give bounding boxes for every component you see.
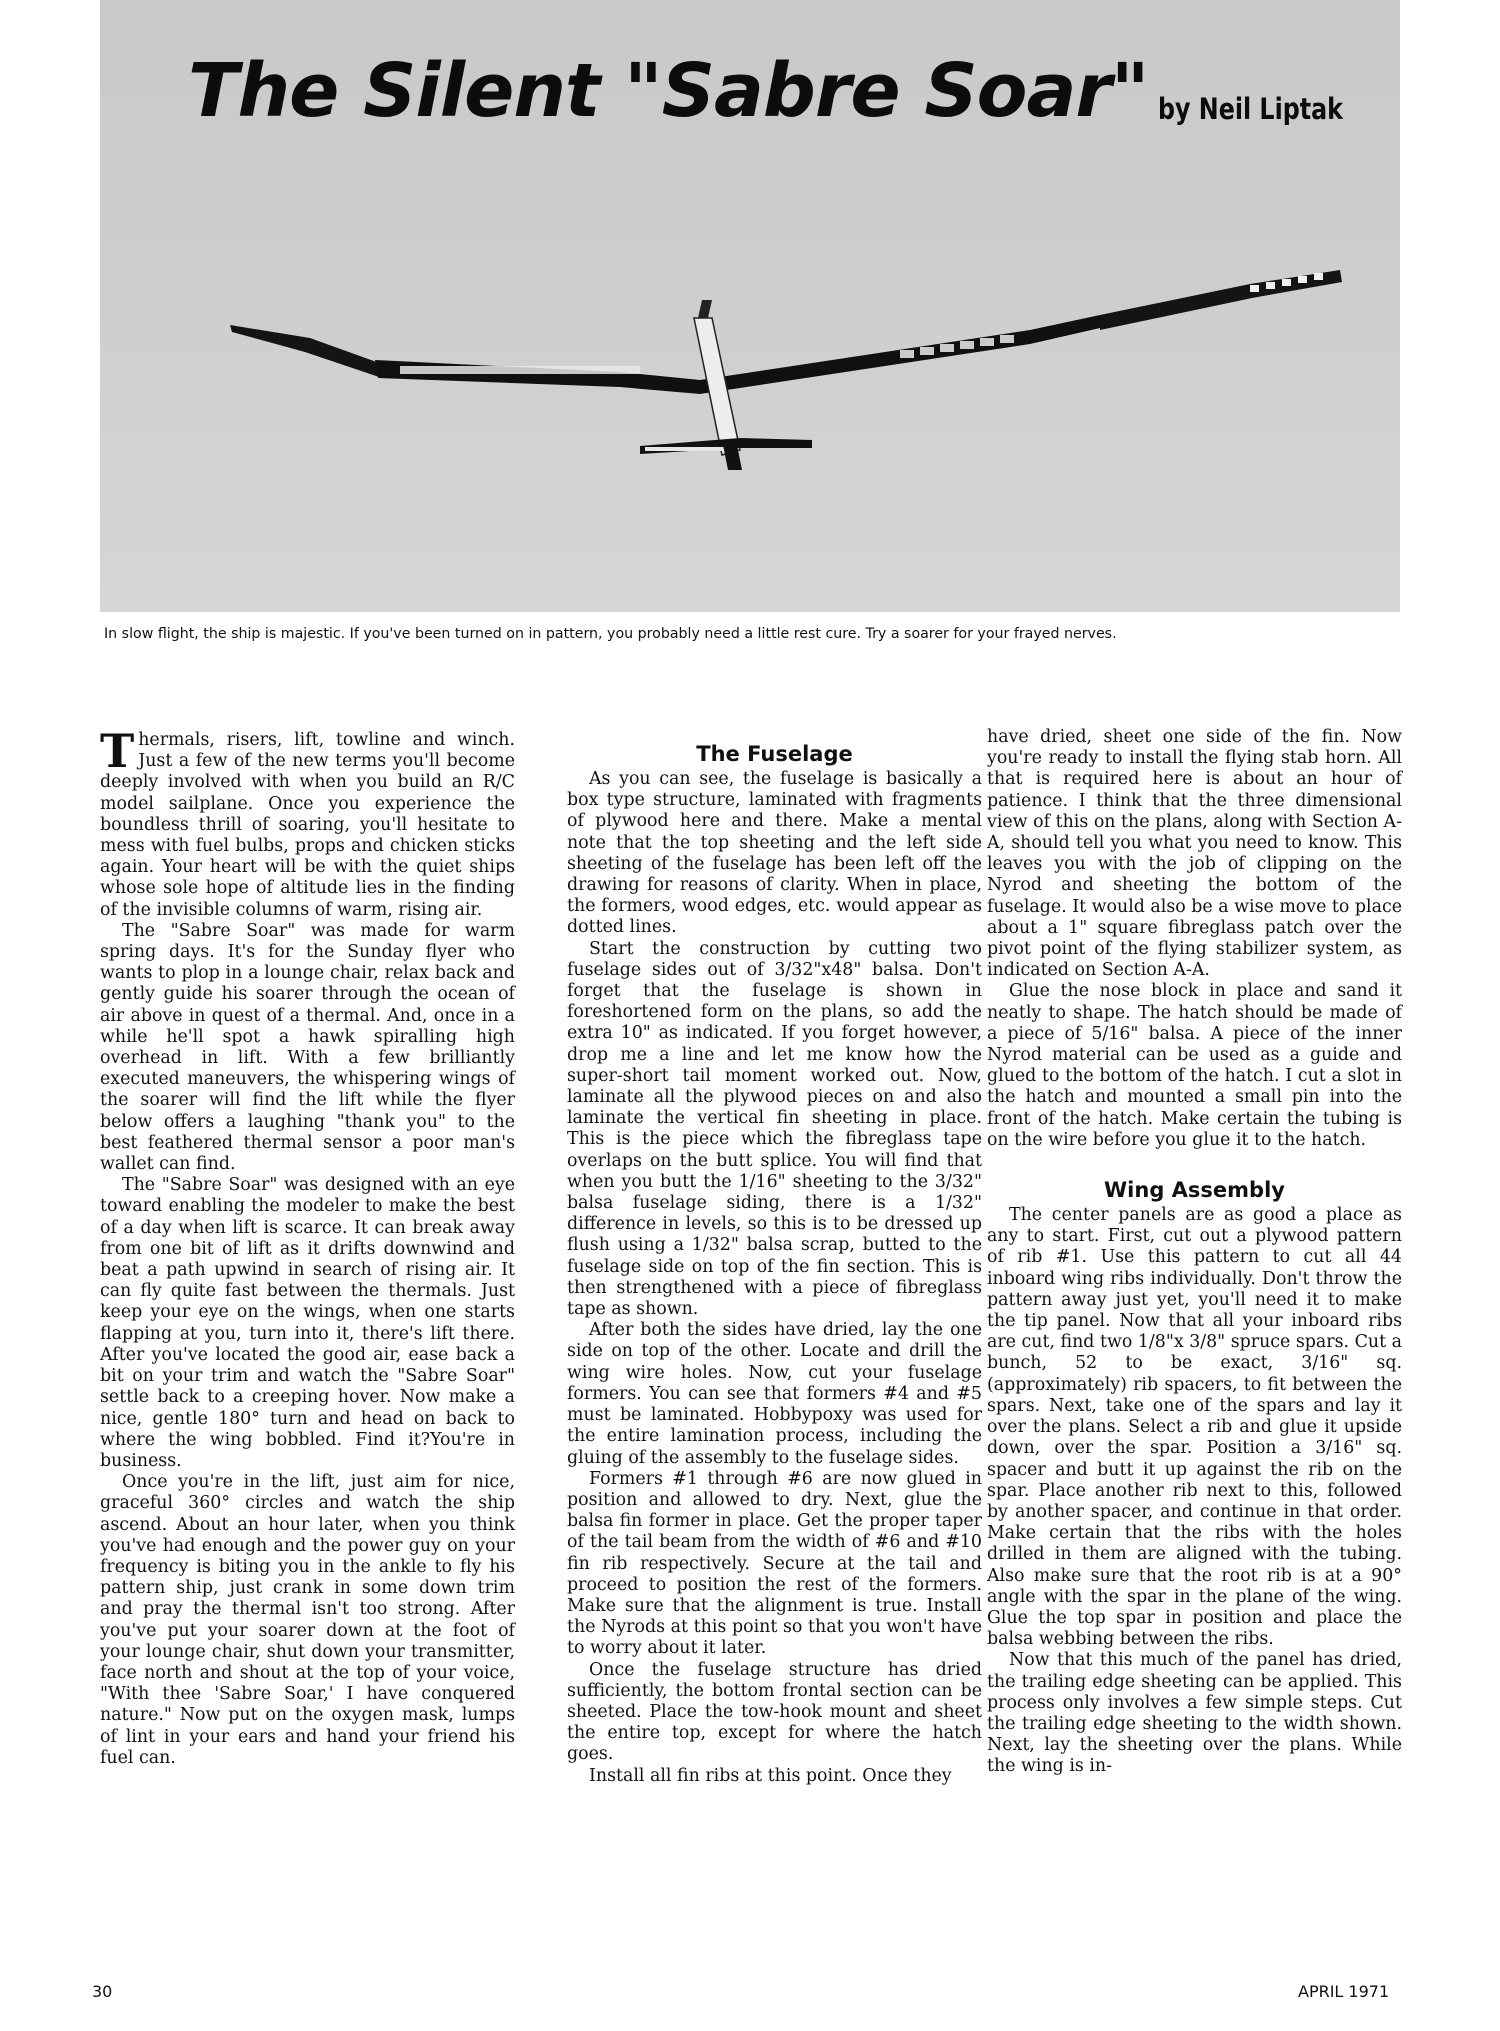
body-paragraph: Once the fuselage structure has dried sufficiently, the bottom frontal section can be sheeted. Place the tow-hook mount and sheet the entire top, except for where the hatch goes. (567, 1659, 982, 1765)
page-number: 30 (92, 1982, 113, 2001)
body-paragraph: Formers #1 through #6 are now glued in position and allowed to dry. Next, glue the balsa fin former in place. Get the proper taper of the tail beam from the width of #6 and #10 fin rib respectively. Secure at the tail and proceed to position the rest of the formers. Make sure that the alignment is true. Install the Nyrods at this point so that you won't have to worry about it later. (567, 1468, 982, 1659)
body-paragraph: have dried, sheet one side of the fin. Now you're ready to install the flying stab horn. All that is required here is about an hour of patience. I think that the three dimensional view of this on the plans, along with Section A-A, should tell you what you need to know. This leaves you with the job of clipping on the Nyrod and sheeting the bottom of the fuselage. It would also be a wise move to place about a 1" square fibreglass patch over the pivot point of the flying stabilizer system, as indicated on Section A-A. (987, 727, 1403, 981)
section-heading-wing-assembly: Wing Assembly (1104, 1178, 1285, 1203)
intro-paragraph: Thermals, risers, lift, towline and winch. Just a few of the new terms you'll become deeply involved with when you build an R/C model sailplane. Once you experience the boundless thrill of soaring, you'll hesitate to mess with fuel bulbs, props and chicken sticks again. Your heart will be with the quiet ships whose sole hope of altitude lies in the finding of the invisible columns of warm, rising air. (100, 724, 515, 920)
hero-photo (100, 0, 1400, 612)
drop-cap: T (100, 724, 135, 778)
article-column-1 (100, 724, 515, 1769)
body-paragraph: As you can see, the fuselage is basically a box type structure, laminated with fragments of plywood here and there. Make a mental note that the top sheeting and the left side sheeting of the fuselage has been left off the drawing for reasons of clarity. When in place, the formers, wood edges, etc. would appear as dotted lines. (567, 769, 982, 938)
photo-caption: In slow flight, the ship is majestic. If you've been turned on in pattern, you probably need a little rest cure. Try a soarer for your frayed nerves. (104, 626, 1117, 642)
body-paragraph: Glue the nose block in place and sand it neatly to shape. The hatch should be made of a piece of 5/16" balsa. A piece of the inner Nyrod material can be used as a guide and glued to the bottom of the hatch. I cut a slot in the hatch and mounted a small pin into the front of the hatch. Make certain the tubing is on the wire before you glue it to the hatch. (987, 981, 1402, 1150)
section-heading-fuselage: The Fuselage (696, 742, 853, 766)
body-paragraph: After both the sides have dried, lay the one side on top of the other. Locate and drill the wing wire holes. Now, cut your fuselage formers. You can see that formers #4 and #5 must be laminated. Hobbypoxy was used for the entire lamination process, including the gluing of the assembly to the fuselage sides. (567, 1320, 982, 1468)
body-paragraph: The center panels are as good a place as any to start. First, cut out a plywood pattern of rib #1. Use this pattern to cut all 44 inboard wing ribs individually. Don't throw the pattern away just yet, you'll need it to make the tip panel. Now that all your inboard ribs are cut, find two 1/8"x 3/8" spruce spars. Cut a bunch, 52 to be exact, 3/16" sq. (approximately) rib spacers, to fit between the spars. Next, take one of the spars and lay it over the plans. Select a rib and glue it upside down, over the spar. Position a 3/16" sq. spacer and butt it up against the rib on the spar. Place another rib next to this, followed by another spacer, and continue in that order. Make certain that the ribs with the holes drilled in them are aligned with the tubing. Also make sure that the root rib is at a 90° angle with the spar in the plane of the wing. Glue the top spar in position and place the balsa webbing between the ribs. (987, 1205, 1402, 1650)
issue-date: APRIL 1971 (1298, 1982, 1390, 2001)
body-paragraph: Once you're in the lift, just aim for nice, graceful 360° circles and watch the ship ascend. About an hour later, when you think you've had enough and the power guy on your frequency is biting you in the ankle to fly his pattern ship, just crank in some down trim and pray the thermal isn't too strong. After you've put your soarer down at the foot of your lounge chair, shut down your transmitter, face north and shout at the top of your voice, "With thee 'Sabre Soar,' I have conquered nature." Now put on the oxygen mask, lumps of lint in your ears and hand your friend his fuel can. (100, 1472, 515, 1768)
body-paragraph: Install all fin ribs at this point. Once they (589, 1765, 952, 1786)
body-paragraph: The "Sabre Soar" was made for warm spring days. It's for the Sunday flyer who wants to plop in a lounge chair, relax back and gently guide his soarer through the ocean of air above in quest of a thermal. And, once in a while he'll spot a hawk spiralling high overhead in lift. With a few brilliantly executed maneuvers, the whispering wings of the soarer will find the lift while the flyer below offers a laughing "thank you" to the best feathered thermal sensor a poor man's wallet can find. (100, 920, 515, 1175)
article-title: The Silent "Sabre Soar" (188, 48, 1149, 134)
article-column-2 (567, 737, 982, 1787)
article-column-3 (987, 727, 1402, 1778)
body-paragraph: Now that this much of the panel has dried, the trailing edge sheeting can be applied. This process only involves a few simple steps. Cut the trailing edge sheeting to the width shown. Next, lay the sheeting over the plans. While the wing is in- (987, 1650, 1402, 1777)
body-paragraph: The "Sabre Soar" was designed with an eye toward enabling the modeler to make the best of a day when lift is scarce. It can break away from one bit of lift as it drifts downwind and beat a path upwind in search of rising air. It can fly quite fast between the thermals. Just keep your eye on the wings, when one starts flapping at you, turn into it, there's lift there. After you've located the good air, ease back a bit on your trim and watch the "Sabre Soar" settle back to a creeping hover. Now make a nice, gentle 180° turn and head on back to where the wing bobbled. Find it?You're in business. (100, 1175, 515, 1471)
body-paragraph: Start the construction by cutting two fuselage sides out of 3/32"x48" balsa. Don't forget that the fuselage is shown in foreshortened form on the plans, so add the extra 10" as indicated. If you forget however, drop me a line and let me know how the super-short tail moment worked out. Now, laminate all the plywood pieces on and also laminate the vertical fin sheeting in place. This is the piece which the fibreglass tape overlaps on the butt splice. You will find that when you butt the 1/16" sheeting to the 3/32" balsa fuselage siding, there is a 1/32" difference in levels, so this is to be dressed up flush using a 1/32" balsa scrap, butted to the fuselage side on top of the fin section. This is then strengthened with a piece of fibreglass tape as shown. (567, 938, 982, 1320)
author-byline: by Neil Liptak (1158, 92, 1343, 126)
